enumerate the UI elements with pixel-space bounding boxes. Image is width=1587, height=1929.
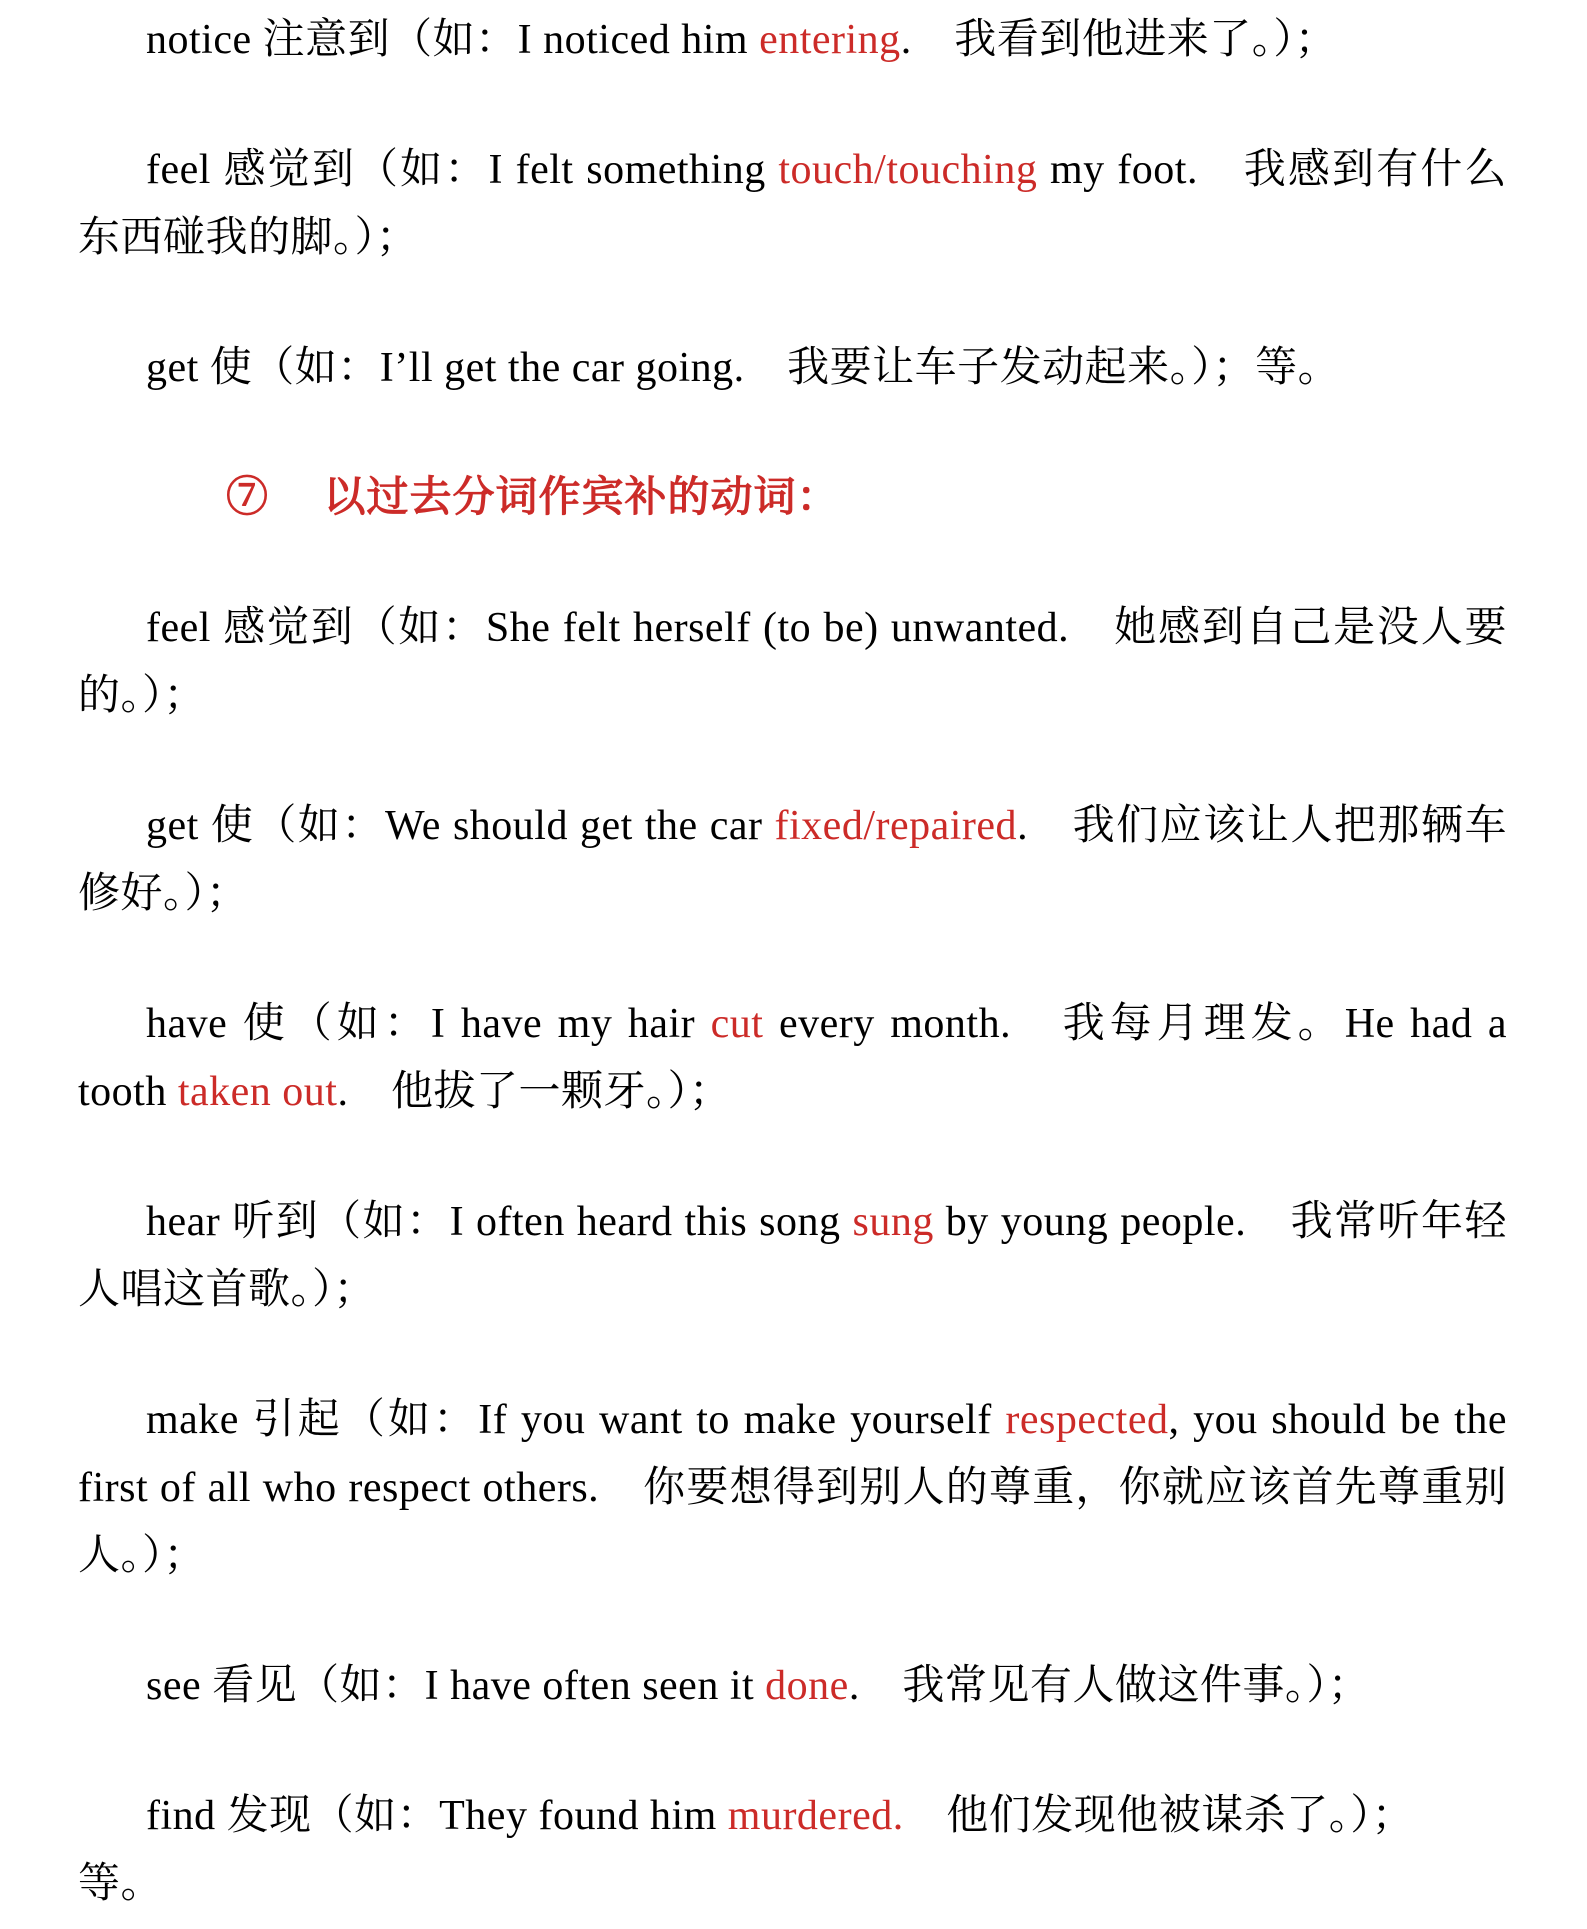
- highlight-term: entering: [759, 17, 901, 63]
- text-segment: see 看见（如：I have often seen it: [146, 1663, 766, 1709]
- text-segment: get 使（如：We should get the car: [146, 803, 775, 849]
- highlight-term: fixed/repaired: [774, 803, 1018, 849]
- highlight-term: respected: [1005, 1397, 1169, 1443]
- text-segment: , you should be the first of all who respect others. 你要想得到别人的尊重，你就应该首先尊重别人。）；: [78, 1397, 1507, 1579]
- paragraph-make-pp: [78, 1386, 1507, 1590]
- paragraph-feel-ing: [78, 136, 1507, 272]
- text-segment: my foot. 我感到有什么东西碰我的脚。）；: [78, 147, 1508, 261]
- text-segment: 等。: [78, 1861, 164, 1907]
- text-segment: hear 听到（如：I often heard this song: [146, 1199, 853, 1245]
- text-segment: feel 感觉到（如：I felt something: [146, 147, 779, 193]
- paragraph-hear-pp: [78, 1188, 1507, 1324]
- paragraph-have-pp: [78, 990, 1507, 1126]
- text-segment: have 使（如：I have my hair: [146, 1001, 711, 1047]
- text-segment: . 我常见有人做这件事。）；: [848, 1663, 1371, 1709]
- section-heading-label: ⑦ 以过去分词作宾补的动词：: [226, 475, 840, 521]
- highlight-term: taken out: [177, 1069, 338, 1115]
- text-segment: every month. 我每月理发。He had a tooth: [78, 1001, 1507, 1115]
- text-segment: . 我们应该让人把那辆车修好。）；: [78, 803, 1507, 917]
- highlight-term: done: [765, 1663, 849, 1709]
- paragraph-get-pp: [78, 792, 1507, 928]
- highlight-term: murdered.: [727, 1793, 904, 1839]
- highlight-term: touch/touching: [778, 147, 1038, 193]
- text-segment: get 使（如：I’ll get the car going. 我要让车子发动起来。）；等。: [146, 345, 1341, 391]
- section-heading: [78, 464, 1507, 532]
- text-segment: by young people. 我常听年轻人唱这首歌。）；: [78, 1199, 1507, 1313]
- text-segment: find 发现（如：They found him: [146, 1793, 728, 1839]
- text-segment: . 他拔了一颗牙。）；: [337, 1069, 732, 1115]
- highlight-term: sung: [852, 1199, 934, 1245]
- paragraph-feel-pp: [78, 594, 1507, 730]
- paragraph-notice-ing: [78, 6, 1507, 74]
- text-segment: feel 感觉到（如：She felt herself (to be) unwanted. 她感到自己是没人要的。）；: [78, 605, 1507, 719]
- paragraph-etc: [78, 1850, 1507, 1918]
- paragraph-see-pp: [78, 1652, 1507, 1720]
- highlight-term: cut: [710, 1001, 764, 1047]
- text-segment: 他们发现他被谋杀了。）；: [903, 1793, 1415, 1839]
- paragraph-get-ing: [78, 334, 1507, 402]
- document-page: [78, 6, 1507, 1929]
- text-segment: make 引起（如：If you want to make yourself: [146, 1397, 1006, 1443]
- text-segment: notice 注意到（如：I noticed him: [146, 17, 760, 63]
- paragraph-find-pp: [78, 1782, 1507, 1850]
- text-segment: . 我看到他进来了。）；: [900, 17, 1338, 63]
